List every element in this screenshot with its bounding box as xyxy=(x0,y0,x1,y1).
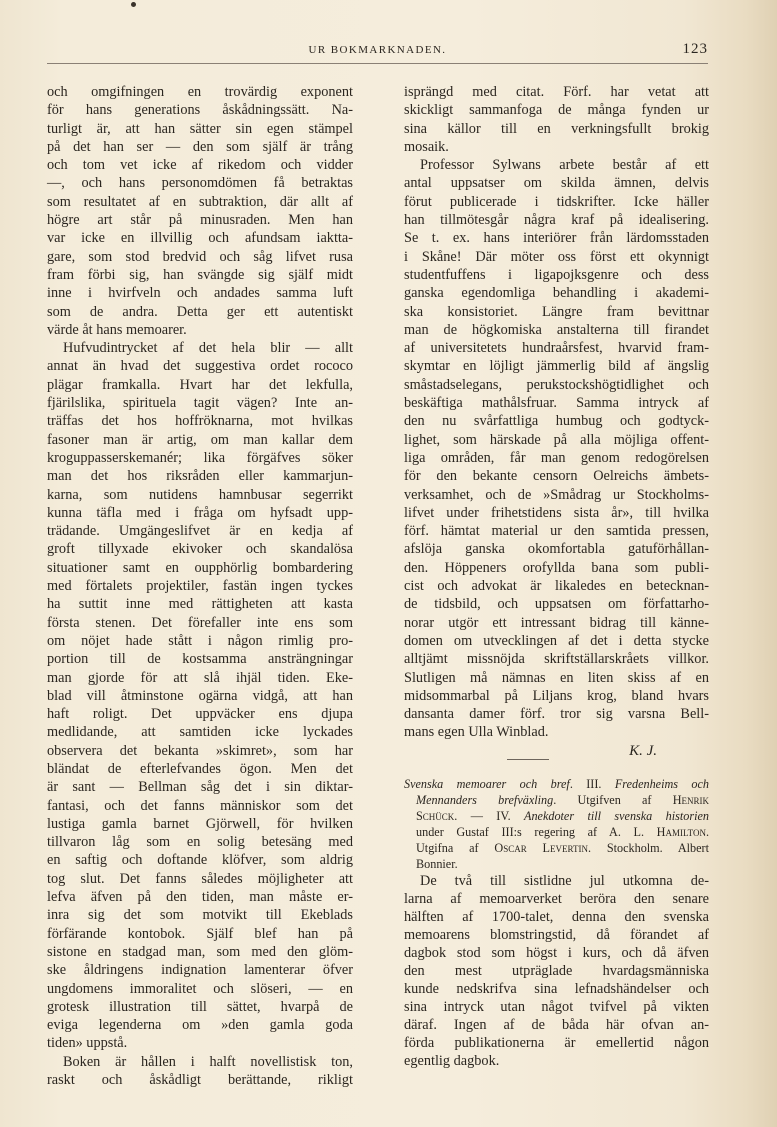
text-line: turligt är, att han sätter sin egen stämpel xyxy=(47,120,353,137)
bibliography-line xyxy=(404,776,709,792)
text-line: Slutligen må nämnas en liten skiss af en xyxy=(404,669,709,686)
italic-title: Anekdoter till svenska historien xyxy=(524,809,709,823)
text-line: alltjämt missnöjda skriftställarskråets villkor. xyxy=(404,651,709,668)
text-line: observera det bekanta »skimret», som har xyxy=(47,742,353,759)
text-line: om nöjet hade stått i någon rimlig pro- xyxy=(47,632,353,649)
text-line: lefva äfven på den tiden, man måste er- xyxy=(47,889,353,906)
text-line: ska konsistoriet. Längre fram bevittnar xyxy=(404,303,709,320)
text-line: sistone en stadgad man, som med den glöm- xyxy=(47,943,353,960)
text-line: som de andra. Detta ger ett autentiskt xyxy=(47,303,353,320)
text-line: situationer samt en oupphörlig bombardering xyxy=(47,559,353,576)
text-line: haft roligt. Det uppväcker ens djupa xyxy=(47,706,353,723)
text-line: hälften af 1700-talet, denna den svenska xyxy=(404,909,709,925)
author-name: Schück xyxy=(416,809,455,823)
text-line: förfärande kontobok. Själf blef han på xyxy=(47,925,353,942)
bibliography-text: Bonnier. xyxy=(416,857,458,871)
text-line: karna, som nutidens hamnbusar segerrikt xyxy=(47,486,353,503)
text-line: sina källor till en verkningsfullt brokig xyxy=(404,120,709,137)
bibliography-text: . — IV. xyxy=(454,809,524,823)
text-line: förda publikationerna är emellertid någon xyxy=(404,1035,709,1051)
text-line: var icke en illvillig och afundsam iaktta- xyxy=(47,230,353,247)
text-line: skymtar en löjligt jämmerlig bild af ängslig xyxy=(404,358,709,375)
running-head xyxy=(47,41,708,59)
text-line: dagbok stod som högst i kurs, och då äfven xyxy=(404,945,709,961)
text-line: som resultatet af en subtraktion, där allt af xyxy=(47,193,353,210)
bibliography-line xyxy=(404,824,709,840)
ink-speck xyxy=(131,2,136,7)
text-line: på det han ser — den som själf är trång xyxy=(47,138,353,155)
text-line: man de högkomiska anstalterna till firandet xyxy=(404,321,709,338)
italic-title: Fredenheims och xyxy=(614,777,709,791)
signature: K. J. xyxy=(629,742,657,759)
text-line: och tom vet icke af rikedom och vidder xyxy=(47,157,353,174)
text-line: sina intryck utan något tvifvel på vikten xyxy=(404,999,709,1015)
text-line: ganska egendomliga behandling i akademi- xyxy=(404,285,709,302)
text-line: lifvet under frihetstidens sista år», till hvilka xyxy=(404,504,709,521)
text-line: grotesk illustration till sättet, hvarpå de xyxy=(47,998,353,1015)
text-line: blad vill åtminstone ogärna vidgå, att han xyxy=(47,687,353,704)
text-line: fasoner man är artig, om man kallar dem xyxy=(47,431,353,448)
text-line: Boken är hållen i halft novellistisk ton, xyxy=(63,1053,353,1070)
author-name: Henrik xyxy=(672,793,709,807)
italic-title: Svenska memoarer och bref xyxy=(404,777,570,791)
text-line: värde åt hans memoarer. xyxy=(47,321,187,338)
text-line: och omgifningen en trovärdig exponent xyxy=(47,84,353,100)
text-line: norar utgör ett intressant bidrag till känne- xyxy=(404,614,709,631)
text-line: bländat de efterlefvandes ögon. Men det xyxy=(47,760,353,777)
text-line: eviga legenderna om »den gamla goda xyxy=(47,1017,353,1034)
bibliography-line xyxy=(404,808,709,824)
text-line: midsommarbal på Liljans krog, bland hvars xyxy=(404,687,709,704)
text-line: groft tillyxade ekivoker och skandalösa xyxy=(47,541,353,558)
text-line: förut publicerade i tidskrifter. Icke häller xyxy=(404,193,709,210)
text-line: ha suttit inne med rättigheten att kasta xyxy=(47,596,353,613)
text-line: cist och advokat är likaledes en betecknan- xyxy=(404,578,709,595)
running-title: UR BOKMARKNADEN. xyxy=(308,44,447,56)
text-line: han tillmötesgår några kraf på idealisering. xyxy=(404,212,709,229)
text-line: trädande. Umgängeslifvet är en kedja af xyxy=(47,523,353,540)
text-line: lustiga gamla barnet Gjörwell, för hvilken xyxy=(47,815,353,832)
text-line: tiden» uppstå. xyxy=(47,1035,128,1052)
bibliography-line xyxy=(404,856,709,872)
text-line: fantasi, och det fanns människor som det xyxy=(47,797,353,814)
text-line: för den bekante censorn Oelreichs ämbets- xyxy=(404,468,709,485)
text-line: fram förbi sig, han svängde sig själf midt xyxy=(47,266,353,283)
text-line: afslöja ganska okomfortabla gatuförhållan- xyxy=(404,541,709,558)
text-line: är sant — Bellman såg det i sin diktar- xyxy=(47,779,353,796)
text-line: Professor Sylwans arbete består af ett xyxy=(420,157,709,174)
text-line: i Skåne! Där möter oss först ett okynnigt xyxy=(404,248,709,265)
text-line: beskäftiga mathålsfruar. Samma intryck af xyxy=(404,395,709,412)
text-line: för hans generations åskådningssätt. Na- xyxy=(47,102,353,119)
text-line: kunna täfla med i fråga om hyfsadt upp- xyxy=(47,504,353,521)
bibliography-text: . xyxy=(705,825,709,839)
bibliography-text: . III. xyxy=(569,777,615,791)
text-line: tillvaron låg som en solig betesäng med xyxy=(47,834,353,851)
text-line: raskt och åskådligt berättande, rikligt xyxy=(47,1072,353,1089)
text-line: med förtalets projektiler, fastän ingen tyckes xyxy=(47,578,353,595)
text-line: första stenen. Det förefaller inte ens som xyxy=(47,614,353,631)
text-line: —, och hans personomdömen få betraktas xyxy=(47,175,353,192)
text-line: gare, som stod bredvid och såg lifvet rusa xyxy=(47,248,353,265)
text-line: den nu svårfattliga humbug och godtyck- xyxy=(404,413,709,430)
text-line: af universitetets hundraårsfest, hvarvid fram- xyxy=(404,340,709,357)
text-line: egentlig dagbok. xyxy=(404,1053,500,1069)
text-line: den mest utpräglade hvardagsmänniska xyxy=(404,963,709,979)
text-line: de tidsbild, och uppsatsen om författarho- xyxy=(404,596,709,613)
text-line: träffas det hos hoffröknarna, mot hvilkas xyxy=(47,413,353,430)
text-line: kunde nedskrifva sina lefnadshändelser och xyxy=(404,981,709,997)
bibliography-line xyxy=(404,840,709,856)
text-line: en saftig och doftande klöfver, som aldrig xyxy=(47,852,353,869)
bibliography-text: . Stockholm. Albert xyxy=(587,841,710,855)
bibliographic-entry xyxy=(404,776,709,872)
text-line: De två till sistlidne jul utkomna de- xyxy=(420,873,709,889)
text-line: portion till de kostsamma ansträngningar xyxy=(47,651,353,668)
text-line: ungdomens immoralitet och slöseri, — en xyxy=(47,980,353,997)
text-line: dansanta damer förf. tror sig varsna Bell- xyxy=(404,706,709,723)
text-line: antal uppsatser om skilda ämnen, delvis xyxy=(404,175,709,192)
text-line: verksamhet, och de »Smådrag ur Stockholms- xyxy=(404,486,709,503)
bibliography-text: Utgifna af xyxy=(416,841,495,855)
text-line: medlidande, att samtiden icke lyckades xyxy=(47,724,353,741)
text-line: domen om utvecklingen af det i detta stycke xyxy=(404,632,709,649)
text-line: annat än hvad det suggestiva ordet rococo xyxy=(47,358,353,375)
text-line: man gjorde för att slå ihjäl tiden. Eke- xyxy=(47,669,353,686)
text-line: tog slut. Det fanns således möjligheter att xyxy=(47,870,353,887)
text-line: mans egen Ulla Winblad. xyxy=(404,724,549,741)
text-line: skickligt sammanfoga de många fynden ur xyxy=(404,102,709,119)
text-line: Hufvudintrycket af det hela blir — allt xyxy=(63,340,353,357)
author-name: Hamilton xyxy=(656,825,706,839)
text-line: småstadselegans, perukstockshögtidlighet och xyxy=(404,376,709,393)
text-line: kroguppasserskemanér; lika förgäfves söker xyxy=(47,449,353,466)
bibliography-line xyxy=(404,792,709,808)
text-line: lighet, som härskade på alla möjliga offent- xyxy=(404,431,709,448)
right-column xyxy=(404,83,709,761)
left-column xyxy=(47,83,353,1089)
text-line: däraf. Ingen af de båda här ofvan an- xyxy=(404,1017,709,1033)
text-line: mosaik. xyxy=(404,138,449,155)
text-line: förf. hämtat material ur den samtida pressen, xyxy=(404,523,709,540)
text-line: inra sig det som motvikt till Ekeblads xyxy=(47,907,353,924)
text-line: plägar framkalla. Hvart har det lekfulla, xyxy=(47,376,353,393)
text-line: Se t. ex. hans interiörer från lärdomsstaden xyxy=(404,230,709,247)
text-line: inne i hvirfveln och andades samma luft xyxy=(47,285,353,302)
bibliography-text: . Utgifven af xyxy=(553,793,673,807)
text-line: larna af memoarverket beröra den senare xyxy=(404,891,709,907)
review-paragraph xyxy=(404,872,709,1070)
text-line: liga områden, får man genom redogörelsen xyxy=(404,449,709,466)
text-line: studentfuffens i ligapojksgenre och dess xyxy=(404,266,709,283)
page-number: 123 xyxy=(682,41,708,57)
author-name: Oscar Levertin xyxy=(494,841,588,855)
text-line: ske åldringens indignation lamenterar öfver xyxy=(47,962,353,979)
section-divider xyxy=(507,759,549,760)
text-line: den. Höppeners orofyllda bana som publi- xyxy=(404,559,709,576)
header-rule xyxy=(47,63,708,64)
bibliography-text: under Gustaf III:s regering af A. L. xyxy=(416,825,657,839)
text-line: högre art står på minusraden. Men han xyxy=(47,212,353,229)
text-line: memoarens blomstringstid, då förandet af xyxy=(404,927,709,943)
text-line: fjärilslika, spirituela tagit vägen? Inte an- xyxy=(47,395,353,412)
italic-title: Mennanders brefväxling xyxy=(416,793,554,807)
text-line: isprängd med citat. Förf. har vetat att xyxy=(404,84,709,100)
text-line: man det hos riksråden eller kammarjun- xyxy=(47,468,353,485)
